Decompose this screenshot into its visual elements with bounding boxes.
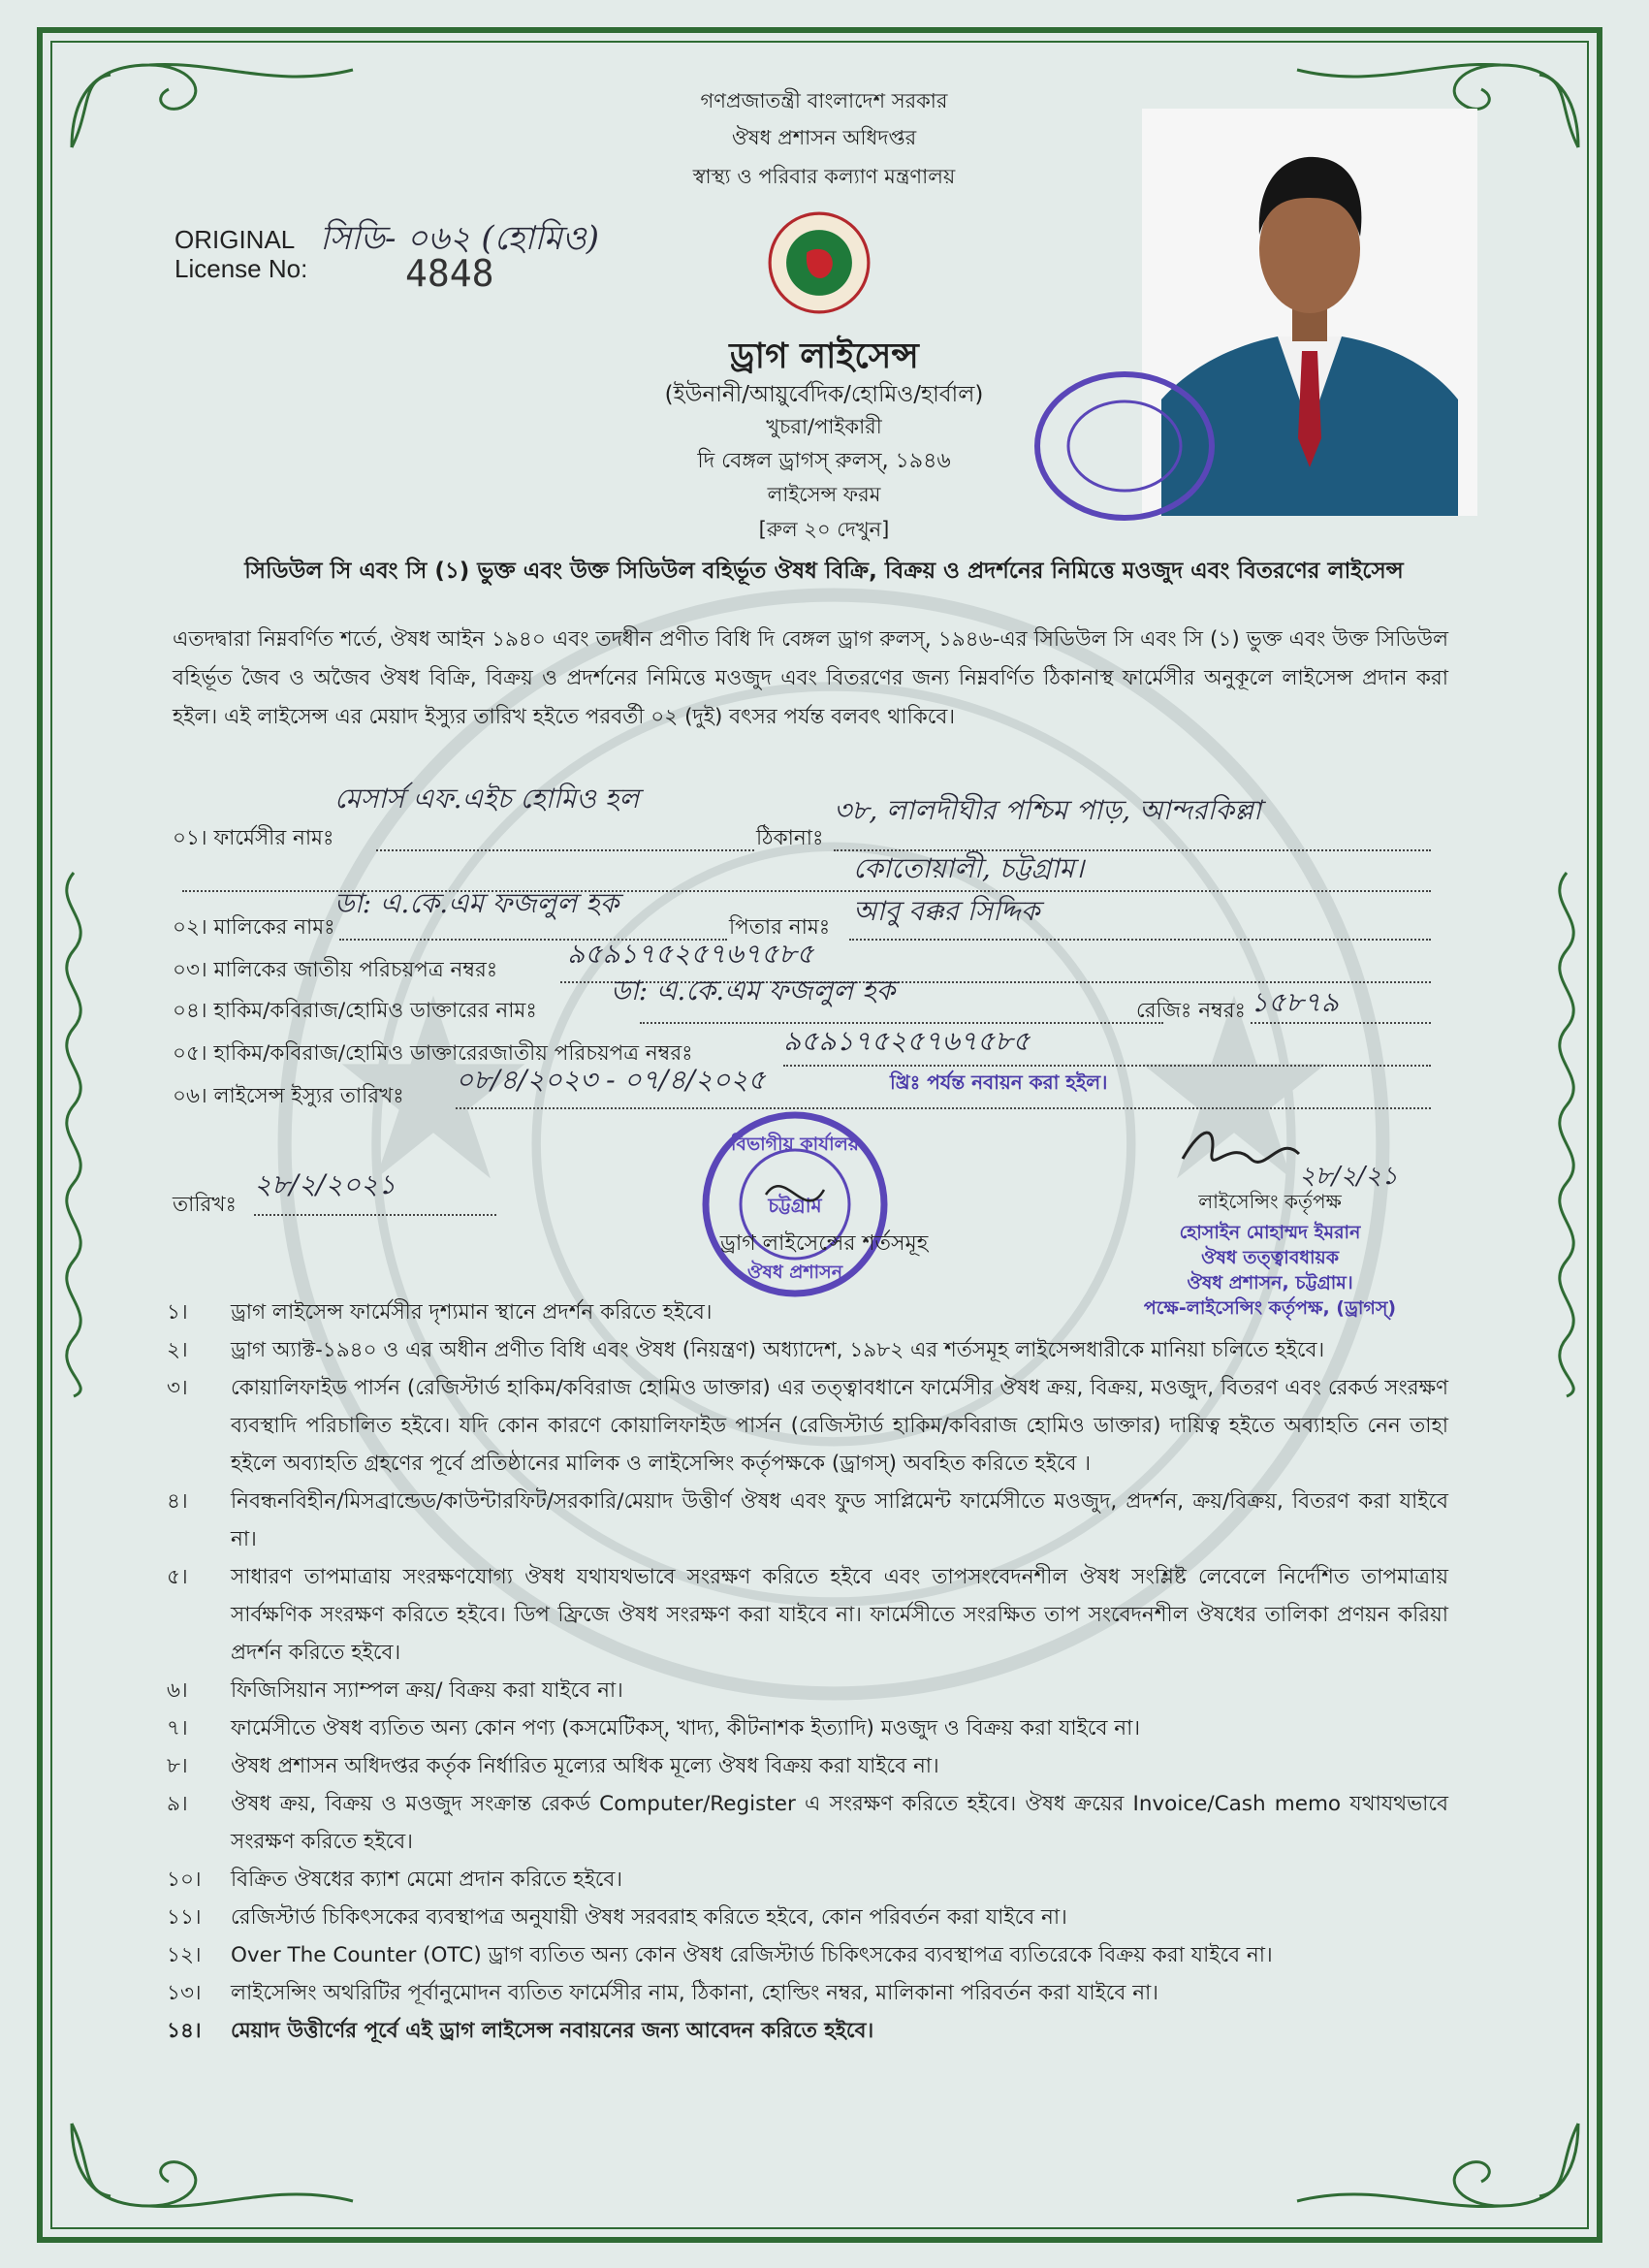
condition-item: ৯। ঔষধ ক্রয়, বিক্রয় ও মওজুদ সংক্রান্ত রেকর্ড Computer/Register এ সংরক্ষণ করিতে হইবে। ঔষধ ক্রয়ের Invoice/Cash memo যথাযথভাবে সংরক্ষণ করিতে হইবে। [167, 1792, 1448, 1854]
address-label: ঠিকানাঃ [756, 826, 824, 850]
license-number-value: 4848 [405, 252, 494, 295]
registration-value: ১৫৮৭৯ [1251, 986, 1339, 1018]
condition-item: ৬। ফিজিসিয়ান স্যাম্পল ক্রয়/ বিক্রয় করা যাইবে না। [167, 1678, 623, 1703]
header-government: গণপ্রজাতন্ত্রী বাংলাদেশ সরকার [700, 89, 948, 112]
corner-ornament-bottom-right [1258, 2114, 1588, 2220]
license-intro-text: এতদদ্বারা নিম্নবর্ণিত শর্তে, ঔষধ আইন ১৯৪০ এবং তদধীন প্রণীত বিধি দি বেঙ্গল ড্রাগ রুলস্, ১৯৪৬-এর সিডিউল সি এবং সি (১) ভুক্ত এবং উক্ত সিডিউল বহির্ভূত জৈব ও অজৈব ঔষধ বিক্রি, বিক্রয় ও প্রদর্শনের নিমিত্তে মওজুদ এবং বিতরণের জন্য নিম্নবর্ণিত ঠিকানাস্থ ফার্মেসীর অনুকূলে লাইসেন্স প্রদান করা হইল। এই লাইসেন্স এর মেয়াদ ইস্যুর তারিখ হইতে পরবর্তী ০২ (দুই) বৎসর পর্যন্ত বলবৎ থাকিবে। [173, 627, 1448, 729]
office-stamp-top [1028, 368, 1221, 524]
issue-date-label: ০৬। লাইসেন্স ইস্যুর তারিখঃ [173, 1084, 404, 1108]
government-emblem-icon [768, 211, 871, 314]
doctor-nid-label: ০৫। হাকিম/কবিরাজ/হোমিও ডাক্তারেরজাতীয় পরিচয়পত্র নম্বরঃ [173, 1041, 693, 1066]
owner-nid-value: ৯৫৯১৭৫২৫৭৬৭৫৮৫ [567, 938, 814, 970]
condition-item: ৮। ঔষধ প্রশাসন অধিদপ্তর কর্তৃক নির্ধারিত মূল্যের অধিক মূল্যে ঔষধ বিক্রয় করা যাইবে না। [167, 1754, 939, 1778]
schedule-description: সিডিউল সি এবং সি (১) ভুক্ত এবং উক্ত সিডিউল বহির্ভূত ঔষধ বিক্রি, বিক্রয় ও প্রদর্শনের নিমিত্তে মওজুদ এবং বিতরণের লাইসেন্স [244, 559, 1404, 584]
licensing-authority-label: লাইসেন্সিং কর্তৃপক্ষ [1198, 1190, 1342, 1213]
condition-item: ৭। ফার্মেসীতে ঔষধ ব্যতিত অন্য কোন পণ্য (কসমেটিকস্, খাদ্য, কীটনাশক ইত্যাদি) মওজুদ ও বিক্রয় করা যাইবে না। [167, 1716, 1141, 1741]
condition-item: ১২। Over The Counter (OTC) ড্রাগ ব্যতিত অন্য কোন ঔষধ রেজিস্টার্ড চিকিৎসকের ব্যবস্থাপত্র ব্যতিরেকে বিক্রয় করা যাইবে না। [167, 1943, 1273, 1967]
license-categories: (ইউনানী/আয়ুর্বেদিক/হোমিও/হার্বাল) [664, 382, 984, 407]
header-directorate: ঔষধ প্রশাসন অধিদপ্তর [731, 126, 917, 149]
officer-office: ঔষধ প্রশাসন, চট্টগ্রাম। [1187, 1272, 1353, 1294]
condition-item: ৪। নিবন্ধনবিহীন/মিসব্রান্ডেড/কাউন্টারফিট/সরকারি/মেয়াদ উত্তীর্ণ ঔষধ এবং ফুড সাপ্লিমেন্ট ফার্মেসীতে মওজুদ, প্রদর্শন, ক্রয়/বিক্রয়, বিতরণ করা যাইবে না। [167, 1489, 1448, 1551]
doctor-name-label: ০৪। হাকিম/কবিরাজ/হোমিও ডাক্তারের নামঃ [173, 999, 537, 1023]
dotted-line [1251, 1022, 1431, 1024]
condition-item: ২। ড্রাগ অ্যাক্ট-১৯৪০ ও এর অধীন প্রণীত বিধি এবং ঔষধ (নিয়ন্ত্রণ) অধ্যাদেশ, ১৯৮২ এর শর্তসমূহ লাইসেন্সধারীকে মানিয়া চলিতে হইবে। [167, 1338, 1325, 1362]
license-number-label: ORIGINAL License No: [174, 225, 308, 283]
license-number-handwritten: সিডি- ০৬২ (হোমিও) [320, 219, 600, 258]
officer-name: হোসাইন মোহাম্মদ ইমরান [1179, 1222, 1361, 1243]
officer-designation: ঔষধ তত্ত্বাবধায়ক [1200, 1247, 1340, 1268]
registration-label: রেজিঃ নম্বরঃ [1136, 999, 1247, 1023]
rules-reference: দি বেঙ্গল ড্রাগস্ রুলস্, ১৯৪৬ [697, 449, 951, 473]
side-ornament-right [1538, 863, 1596, 1406]
pharmacy-name-value: মেসার্স এফ.এইচ হোমিও হল [334, 783, 640, 815]
conditions-title: ড্রাগ লাইসেন্সের শর্তসমূহ [719, 1231, 929, 1256]
owner-name-value: ডা: এ.কে.এম ফজলুল হক [334, 887, 619, 919]
condition-item: ১৩। লাইসেন্সিং অথরিটির পূর্বানুমোদন ব্যতিত ফার্মেসীর নাম, ঠিকানা, হোল্ডিং নম্বর, মালিকানা পরিবর্তন করা যাইবে না। [167, 1981, 1158, 2005]
seal-city-text: চট্টগ্রাম [768, 1194, 822, 1217]
condition-item: ৩। কোয়ালিফাইড পার্সন (রেজিস্টার্ড হাকিম/কবিরাজ হোমিও ডাক্তার) এর তত্ত্বাবধানে ফার্মেসীর ঔষধ ক্রয়, বিক্রয়, মওজুদ, বিতরণ এবং রেকর্ড সংরক্ষণ ব্যবস্থাদি পরিচালিত হইবে। যদি কোন কারণে কোয়ালিফাইড পার্সন (রেজিস্টার্ড হাকিম/কবিরাজ হোমিও ডাক্তার) দায়িত্ব হইতে অব্যাহতি নেন তাহা হইলে অব্যাহতি গ্রহণের পূর্বে প্রতিষ্ঠানের মালিক ও লাইসেন্সিং কর্তৃপক্ষকে (ড্রাগস্) অবহিত করিতে হইবে । [167, 1376, 1448, 1476]
renewal-stamp-text: খ্রিঃ পর্যন্ত নবায়ন করা হইল। [890, 1070, 1108, 1094]
dotted-line [376, 849, 754, 851]
officer-role: পক্ষে-লাইসেন্সিং কর্তৃপক্ষ, (ড্রাগস্) [1143, 1297, 1397, 1319]
father-name-value: আবু বক্কর সিদ্দিক [853, 895, 1040, 927]
corner-ornament-bottom-left [62, 2114, 392, 2220]
date-value: ২৮/২/২০২১ [254, 1168, 396, 1200]
condition-item: ১৪। মেয়াদ উত্তীর্ণের পূর্বে এই ড্রাগ লাইসেন্স নবায়নের জন্য আবেদন করিতে হইবে। [167, 2019, 874, 2043]
owner-nid-label: ০৩। মালিকের জাতীয় পরিচয়পত্র নম্বরঃ [173, 958, 498, 982]
office-seal-center [698, 1107, 892, 1301]
doctor-nid-value: ৯৫৯১৭৫২৫৭৬৭৫৮৫ [783, 1025, 1031, 1057]
signature-date-handwritten: ২৮/২/২১ [1299, 1162, 1398, 1191]
condition-item: ১১। রেজিস্টার্ড চিকিৎসকের ব্যবস্থাপত্র অনুযায়ী ঔষধ সরবরাহ করিতে হইবে, কোন পরিবর্তন করা যাইবে না। [167, 1905, 1067, 1930]
dotted-line [254, 1214, 496, 1216]
corner-ornament-top-left [62, 50, 392, 157]
father-name-label: পিতার নামঃ [729, 915, 831, 940]
address-value-line1: ৩৮, লালদীঘীর পশ্চিম পাড়, আন্দরকিল্লা [834, 794, 1262, 826]
condition-item: ১। ড্রাগ লাইসেন্স ফার্মেসীর দৃশ্যমান স্থানে প্রদর্শন করিতে হইবে। [167, 1300, 713, 1325]
condition-item: ৫। সাধারণ তাপমাত্রায় সংরক্ষণযোগ্য ঔষধ যথাযথভাবে সংরক্ষণ করিতে হইবে এবং তাপসংবেদনশীল ঔষধ সংশ্লিষ্ট লেবেলে নির্দেশিত তাপমাত্রায় সার্বক্ষণিক সংরক্ষণ করিতে হইবে। ডিপ ফ্রিজে ঔষধ সংরক্ষণ করা যাইবে না। ফার্মেসীতে সংরক্ষিত তাপ সংবেদনশীল ঔষধের তালিকা প্রণয়ন করিয়া প্রদর্শন করিতে হইবে। [167, 1565, 1448, 1665]
header-ministry: স্বাস্থ্য ও পরিবার কল্যাণ মন্ত্রণালয় [692, 165, 956, 188]
dotted-line [849, 939, 1431, 941]
seal-top-text: বিভাগীয় কার্যালয় [731, 1134, 859, 1155]
side-ornament-left [45, 863, 103, 1406]
doctor-name-value: ডা: এ.কে.এম ফজলুল হক [611, 974, 896, 1006]
seal-bottom-text: ঔষধ প্রশাসন [746, 1262, 843, 1283]
document-title: ড্রাগ লাইসেন্স [729, 336, 919, 376]
conditions-list [167, 1294, 1448, 2050]
dotted-line [783, 1065, 1431, 1067]
issue-date-value: ০৮/৪/২০২৩ - ০৭/৪/২০২৫ [456, 1064, 766, 1096]
owner-name-label: ০২। মালিকের নামঃ [173, 915, 335, 940]
license-form-label: লাইসেন্স ফরম [767, 483, 881, 506]
license-type: খুচরা/পাইকারী [766, 415, 882, 438]
date-label: তারিখঃ [173, 1193, 237, 1217]
pharmacy-name-label: ০১। ফার্মেসীর নামঃ [173, 826, 334, 850]
see-rule-note: [রুল ২০ দেখুন] [758, 518, 890, 541]
condition-item: ১০। বিক্রিত ঔষধের ক্যাশ মেমো প্রদান করিতে হইবে। [167, 1868, 623, 1892]
address-value-line2: কোতোয়ালী, চট্টগ্রাম। [853, 852, 1085, 884]
dotted-line [456, 1107, 1431, 1109]
